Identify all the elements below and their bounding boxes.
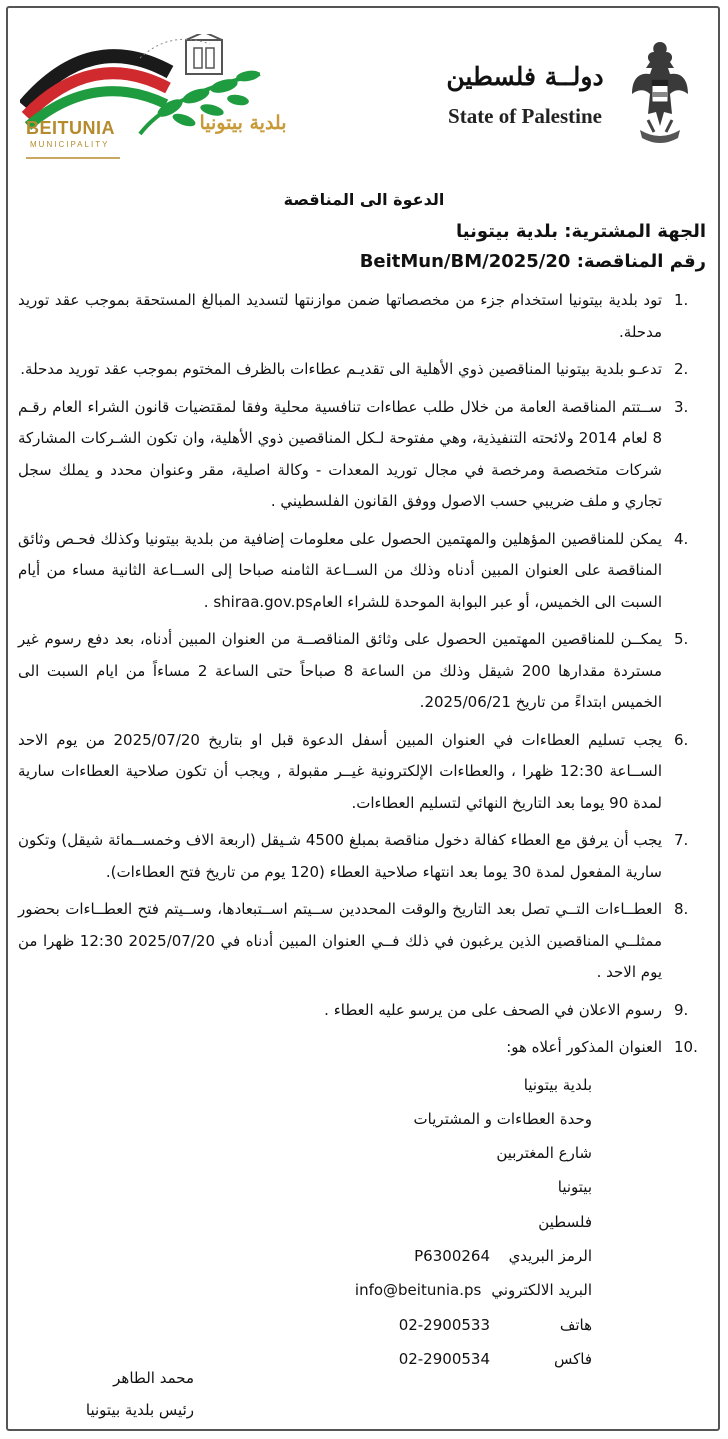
fax-label: فاكس <box>553 1349 592 1368</box>
logo-name-arabic: بلدية بيتونيا <box>199 112 287 134</box>
clause-item <box>18 995 710 1027</box>
logo-name-english: BEITUNIA <box>26 118 115 138</box>
postal-code-line <box>18 1239 592 1273</box>
clause-number: 1. <box>674 291 689 309</box>
clause-number: 2. <box>674 360 689 378</box>
tender-number-line <box>18 247 710 277</box>
state-name-english: State of Palestine <box>448 104 602 128</box>
logo-subtitle: MUNICIPALITY <box>30 140 110 149</box>
clause-item <box>18 624 710 719</box>
clause-text: تود بلدية بيتونيا استخدام جزء من مخصصاتها ضمن موازنتها لتسديد المبالغ المستحقة بموجب عقد توريد مدحلة. <box>18 291 662 341</box>
phone-value: 02-2900533 <box>398 1315 490 1334</box>
notice-title: الدعوة الى المناقصة <box>283 190 445 209</box>
address-line: وحدة العطاءات و المشتريات <box>413 1109 592 1128</box>
address-line: شارع المغتربين <box>496 1144 592 1163</box>
address-line: فلسطين <box>538 1212 592 1231</box>
clause-item <box>18 354 710 386</box>
signature-block <box>64 1362 194 1426</box>
clause-item <box>18 285 710 348</box>
clause-text: يمكن للمناقصين المؤهلين والمهتمين الحصول على معلومات إضافية من بلدية بيتونيا وكذلك فحـص وثائق المناقصة على العنوان المبين أدناه وذلك من الســاعة الثامنه صباحا إلى الســاعة الثانية مساء من أيام السبت الى الخميس، أو عبر البوابة الموحدة للشراء العامshiraa.gov.ps . <box>18 529 662 611</box>
email-value: info@beitunia.ps <box>354 1281 482 1300</box>
postal-code-value: P6300264 <box>414 1246 490 1265</box>
state-name-arabic: دولــة فلسطين <box>446 62 604 91</box>
email-label: البريد الالكتروني <box>491 1281 592 1300</box>
clause-number: 7. <box>674 831 689 849</box>
signatory-role: رئيس بلدية بيتونيا <box>85 1401 194 1419</box>
clause-number: 9. <box>674 1000 689 1019</box>
clause-text: يمكــن للمناقصين المهتمين الحصول على وثائق المناقصــة من العنوان المبين أدناه، بعد دفع رسوم غير مستردة مقدارها 200 شيقل وذلك من الساعة 8 صباحاً حتى الساعة 2 مساءاً من ايام السبت الى الخميس ابتداءً من تاريخ 2025/06/21. <box>18 630 662 711</box>
clause-text: رسوم الاعلان في الصحف على من يرسو عليه العطاء . <box>324 1000 662 1019</box>
fax-value: 02-2900534 <box>398 1349 490 1368</box>
phone-line <box>18 1308 592 1342</box>
postal-code-label: الرمز البريدي <box>508 1246 592 1265</box>
buyer-line: الجهة المشترية: بلدية بيتونيا <box>455 221 706 242</box>
email-line <box>18 1273 592 1307</box>
address-line: بلدية بيتونيا <box>523 1075 592 1094</box>
clause-number: 10. <box>674 1038 698 1056</box>
clause-item <box>18 392 710 518</box>
clause-text: تدعـو بلدية بيتونيا المناقصين ذوي الأهلية الى تقديـم عطاءات بالظرف المختوم بموجب عقد توريد مدحلة. <box>20 360 662 378</box>
tender-number: BeitMun/BM/2025/20 <box>359 251 571 272</box>
clause-number: 3. <box>674 397 689 416</box>
clause-number: 4. <box>674 529 689 548</box>
clause-list <box>18 285 710 1064</box>
clause-number: 6. <box>674 730 689 749</box>
tender-number-label: رقم المناقصة: <box>576 251 706 272</box>
clause-text: العنوان المذكور أعلاه هو: <box>506 1038 662 1056</box>
signatory-name: محمد الطاهر <box>113 1369 194 1387</box>
clause-text: العطــاءات التــي تصل بعد التاريخ والوقت المحددين ســيتم اســتبعادها، وســيتم فتح العطــاءات بحضور ممثلــي المناقصين الذين يرغبون في ذلك فــي العنوان المبين أدناه في 2025/07/20 12:30 ظهرا من يوم الاحد . <box>18 900 662 981</box>
phone-label: هاتف <box>559 1315 592 1334</box>
address-block <box>18 1068 592 1377</box>
tender-notice <box>18 183 710 1376</box>
clause-item <box>18 894 710 989</box>
clause-item <box>18 725 710 820</box>
clause-item <box>18 524 710 619</box>
clause-number: 8. <box>674 900 689 918</box>
address-line: بيتونيا <box>557 1178 592 1197</box>
clause-number: 5. <box>674 630 689 648</box>
letterhead <box>0 0 728 180</box>
clause-item <box>18 1032 710 1064</box>
clause-text: ســتتم المناقصة العامة من خلال طلب عطاءات تنافسية محلية وفقا لمقتضيات قانون الشراء العام رقـم 8 لعام 2014 ولائحته التنفيذية، وهي مفتوحة لـكل المناقصين ذوي الأهلية، وان تكون الشـركات المشاركة شركات متخصصة ومرخصة في مجال توريد المعدات - وكالة اصلية، مقر وعنوان محدد و يملك سجل تجاري و ملف ضريبي حسب الاصول ووفق القانون الفلسطيني . <box>18 397 662 510</box>
clause-item <box>18 825 710 888</box>
eagle-emblem-icon <box>628 34 692 158</box>
clause-text: يجب تسليم العطاءات في العنوان المبين أسفل الدعوة قبل او بتاريخ 2025/07/20 من يوم الاحد الســاعة 12:30 ظهرا ، والعطاءات الإلكترونية غيــر مقبولة , ويجب أن تكون صلاحية العطاءات سارية لمدة 90 يوما بعد التاريخ النهائي لتسليم العطاءات. <box>18 730 662 812</box>
clause-text: يجب أن يرفق مع العطاء كفالة دخول مناقصة بمبلغ 4500 شـيقل (اربعة الاف وخمســمائة شيقل) وتكون سارية المفعول لمدة 30 يوما بعد انتهاء صلاحية العطاء (120 يوم من تاريخ فتح العطاءات). <box>18 831 663 881</box>
